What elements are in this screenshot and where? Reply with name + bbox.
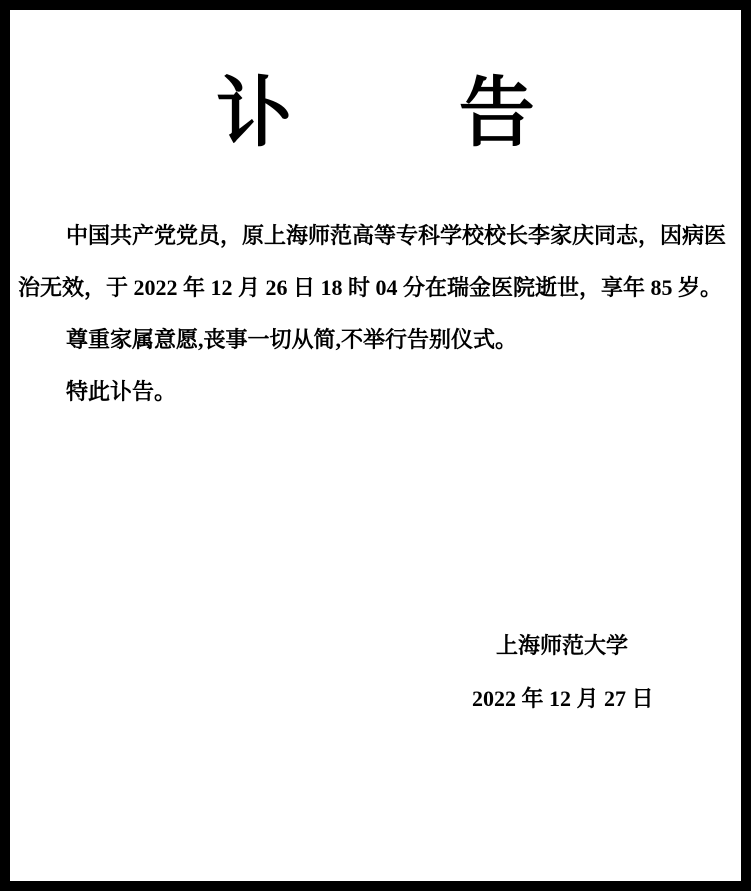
signature-organization: 上海师范大学 [496,633,629,658]
signature-date: 2022 年 12 月 27 日 [472,686,654,711]
notice-paragraph-wishes: 尊重家属意愿,丧事一切从简,不举行告别仪式。 [66,327,518,352]
notice-paragraph-closing: 特此讣告。 [66,379,177,404]
notice-paragraph-main: 中国共产党党员，原上海师范高等专科学校校长李家庆同志，因病医治无效，于 2022 年 12 月 26 日 18 时 04 分在瑞金医院逝世，享年 85 岁。 [18,223,727,300]
notice-body [18,210,733,418]
notice-title: 讣 告 [216,68,605,157]
